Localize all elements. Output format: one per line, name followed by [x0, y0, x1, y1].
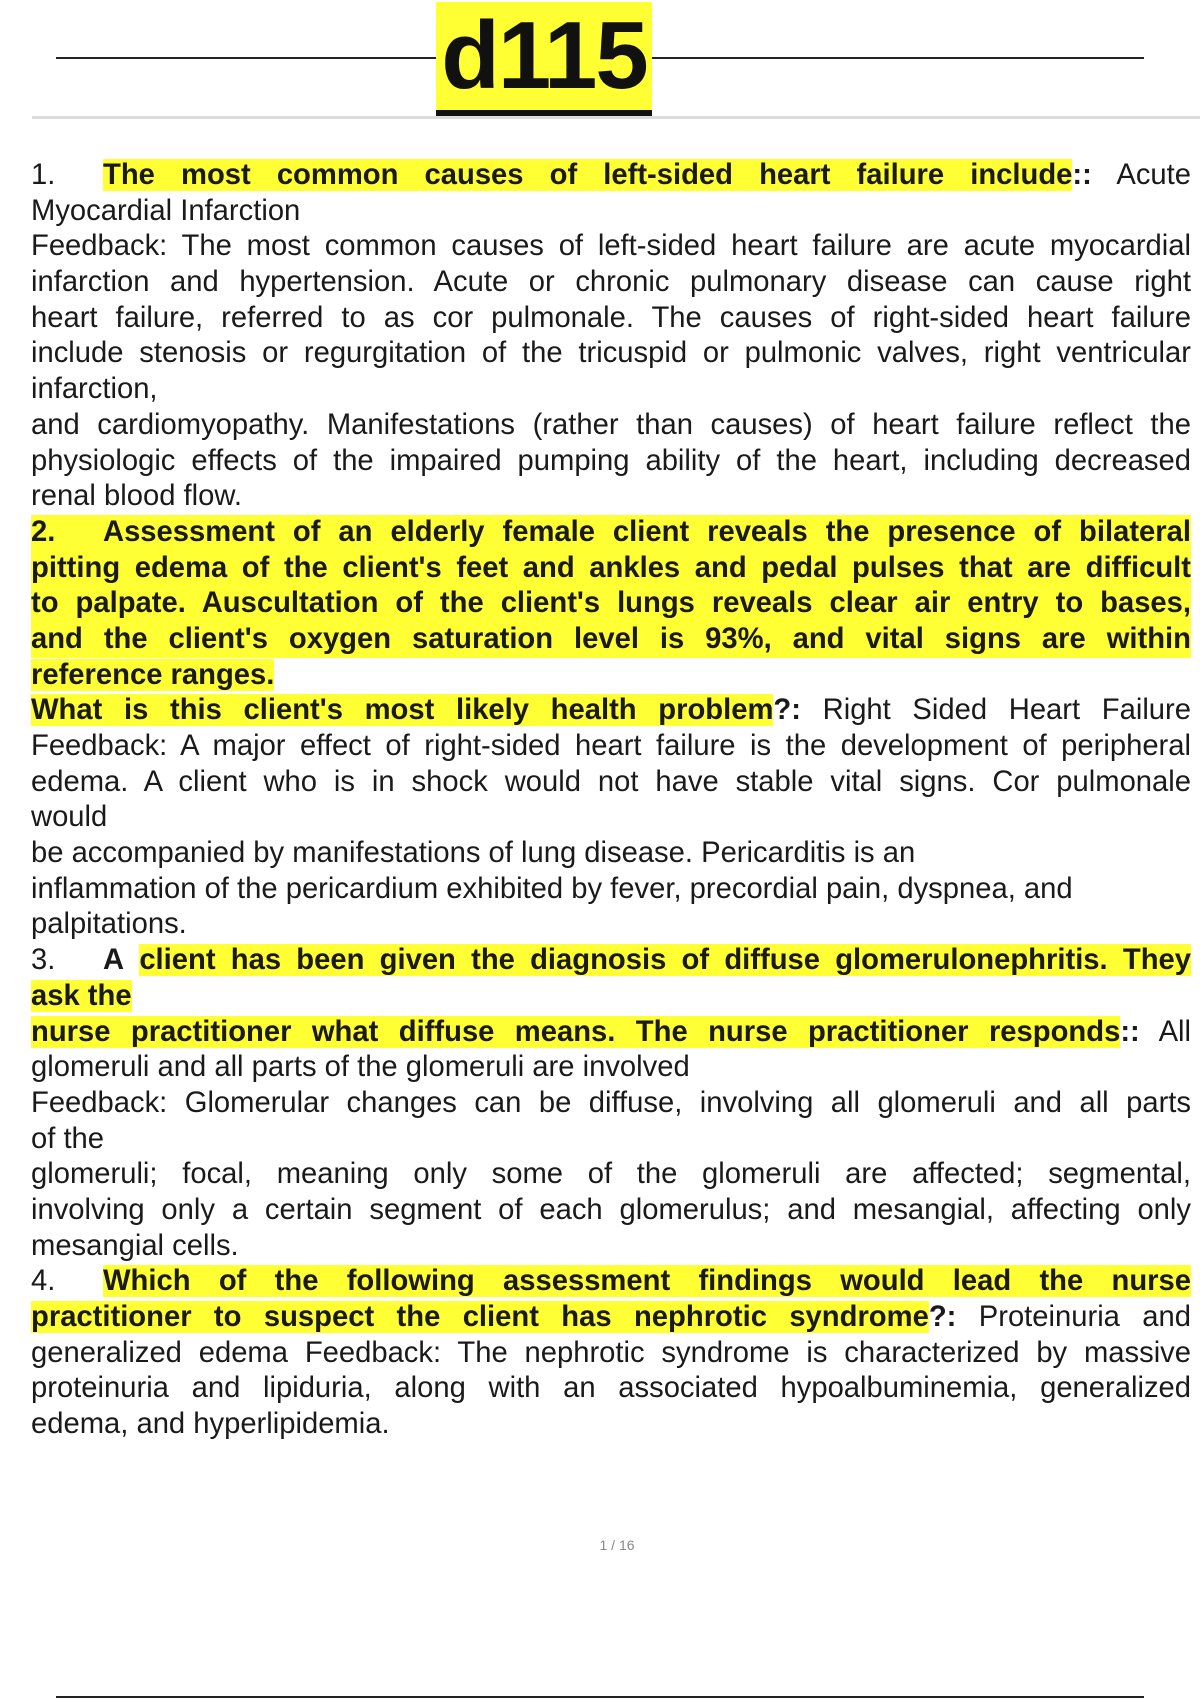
- question-2-final-line: [31, 693, 1191, 729]
- feedback-line: physiologic effects of the impaired pumping ability of the heart, including decreased: [31, 444, 1191, 477]
- question-2-line: to palpate. Auscultation of the client's lungs reveals clear air entry to bases,: [31, 586, 1191, 622]
- answer-1-line: Myocardial Infarction: [31, 194, 301, 227]
- feedback-line: include stenosis or regurgitation of the tricuspid or pulmonic valves, right ventricular: [31, 337, 1191, 370]
- question-separator: ::: [1072, 159, 1092, 191]
- question-3-first-word: A: [103, 944, 125, 977]
- question-4-line: [31, 1300, 1191, 1336]
- feedback-line: infarction and hypertension. Acute or chronic pulmonary disease can cause right: [31, 266, 1191, 299]
- question-separator: ::: [1120, 1015, 1140, 1048]
- answer-2: Right Sided Heart Failure: [822, 694, 1191, 727]
- feedback-line: and cardiomyopathy. Manifestations (rather than causes) of heart failure reflect the: [31, 408, 1191, 441]
- header-rule-left: [56, 57, 436, 59]
- question-2-line: and the client's oxygen saturation level is 93%, and vital signs are within: [31, 622, 1191, 658]
- question-4-text: Which of the following assessment findings would lead the nurse: [103, 1265, 1191, 1298]
- page-indicator: 1 / 16: [599, 1537, 635, 1553]
- answer-4-start: Proteinuria and: [978, 1301, 1191, 1333]
- feedback-line: edema. A client who is in shock would not have stable vital signs. Cor pulmonale: [31, 765, 1191, 798]
- feedback-line: mesangial cells.: [31, 1229, 239, 1262]
- question-separator: ?:: [928, 1301, 957, 1333]
- feedback-line: heart failure, referred to as cor pulmonale. The causes of right-sided heart failure: [31, 301, 1191, 334]
- question-number: 4.: [31, 1265, 56, 1298]
- feedback-line: Feedback: The nephrotic syndrome is characterized by massive: [304, 1336, 1191, 1369]
- feedback-line: would: [31, 801, 108, 834]
- feedback-line: edema, and hyperlipidemia.: [31, 1408, 390, 1441]
- question-3-text: ask the: [31, 979, 132, 1012]
- question-3-line: [31, 943, 1191, 979]
- question-2-line: [31, 658, 1191, 694]
- answer-4-line: [31, 1336, 1191, 1372]
- question-2-line: [31, 515, 1191, 551]
- feedback-line: renal blood flow.: [31, 480, 242, 513]
- question-3-line: [31, 1015, 1191, 1051]
- question-number: 3.: [31, 944, 56, 977]
- feedback-line: palpitations.: [31, 908, 187, 941]
- answer-3-start: All: [1158, 1015, 1191, 1048]
- question-number: 2.: [31, 515, 56, 548]
- feedback-line: Feedback: A major effect of right-sided heart failure is the development of peripheral: [31, 730, 1191, 762]
- document-header: [0, 0, 1200, 120]
- answer-3-line: glomeruli and all parts of the glomeruli are involved: [31, 1051, 690, 1084]
- feedback-line: proteinuria and lipiduria, along with an associated hypoalbuminemia, generalized: [31, 1372, 1191, 1405]
- question-1-text: The most common causes of left-sided heart failure include: [103, 159, 1073, 191]
- question-1-line: [31, 158, 1191, 194]
- answer-4-cont: generalized edema: [31, 1336, 288, 1369]
- feedback-line: of the: [31, 1122, 105, 1155]
- question-2-prompt: What is this client's most likely health problem: [31, 694, 774, 727]
- answer-1-start: Acute: [1116, 159, 1191, 191]
- question-2-line: pitting edema of the client's feet and ankles and pedal pulses that are difficult: [31, 551, 1191, 587]
- question-3-line: [31, 979, 1191, 1015]
- document-title: d115: [436, 2, 652, 116]
- feedback-line: be accompanied by manifestations of lung disease. Pericarditis is an: [31, 837, 916, 870]
- question-3-text: client has been given the diagnosis of diffuse glomerulonephritis. They: [139, 944, 1191, 977]
- header-divider: [32, 116, 1200, 119]
- question-3-text: nurse practitioner what diffuse means. The nurse practitioner responds: [31, 1015, 1121, 1048]
- footer-rule: [56, 1696, 1144, 1698]
- question-2-text: Assessment of an elderly female client reveals the presence of bilateral: [103, 515, 1191, 548]
- document-body: [31, 158, 1191, 1443]
- feedback-line: involving only a certain segment of each glomerulus; and mesangial, affecting only: [31, 1193, 1191, 1226]
- question-4-line: [31, 1264, 1191, 1300]
- question-separator: ?:: [773, 694, 801, 727]
- feedback-line: Feedback: Glomerular changes can be diffuse, involving all glomeruli and all parts: [31, 1086, 1191, 1119]
- question-2-text: reference ranges.: [31, 658, 275, 691]
- feedback-line: glomeruli; focal, meaning only some of the glomeruli are affected; segmental,: [31, 1158, 1191, 1191]
- question-number: 1.: [31, 159, 56, 191]
- header-rule-right: [652, 57, 1144, 59]
- question-4-text: practitioner to suspect the client has nephrotic syndrome: [31, 1301, 929, 1333]
- feedback-line: inflammation of the pericardium exhibited by fever, precordial pain, dyspnea, and: [31, 872, 1073, 905]
- feedback-line: infarction,: [31, 373, 158, 406]
- feedback-line: Feedback: The most common causes of left-sided heart failure are acute myocardial: [31, 230, 1191, 263]
